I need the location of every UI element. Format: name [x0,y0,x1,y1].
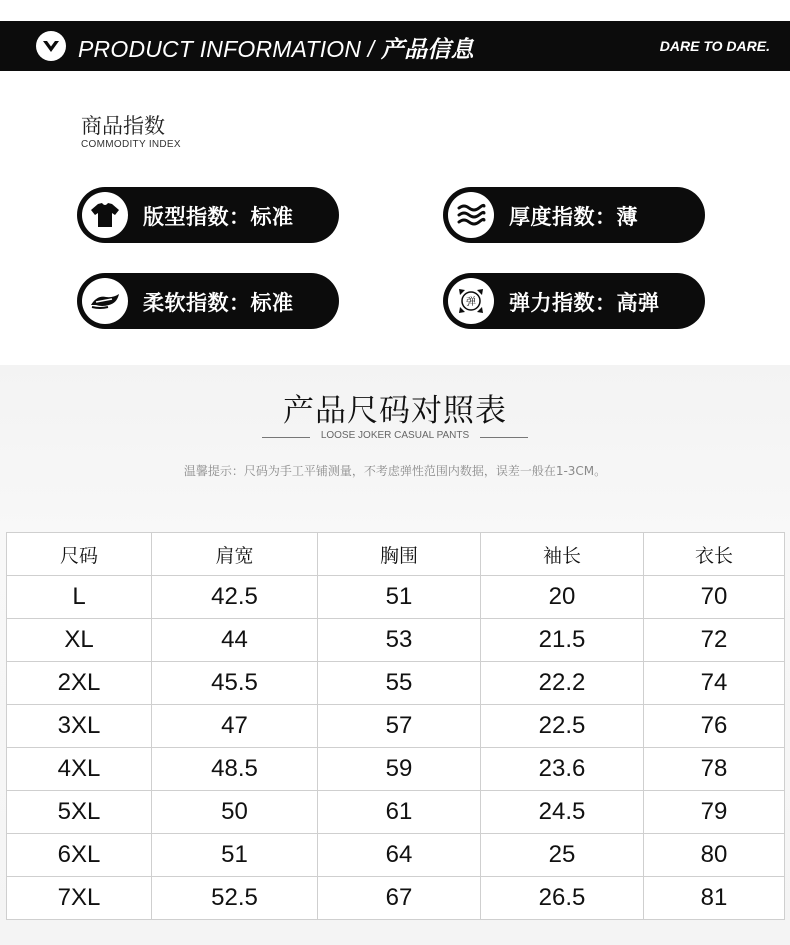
table-cell: 64 [318,834,481,877]
table-cell: 79 [644,791,785,834]
table-cell: 22.2 [481,662,644,705]
header-title [78,31,474,64]
table-cell: 61 [318,791,481,834]
table-cell: 42.5 [152,576,318,619]
table-cell: 24.5 [481,791,644,834]
index-item-elasticity [443,273,705,329]
table-cell: XL [7,619,152,662]
table-cell: 7XL [7,877,152,920]
table-row [7,662,785,705]
index-item-thickness [443,187,705,243]
table-cell: 22.5 [481,705,644,748]
index-item-label: 弹力指数：高弹 [509,291,660,315]
table-cell: 26.5 [481,877,644,920]
index-item-softness [77,273,339,329]
table-cell: 5XL [7,791,152,834]
size-table [6,532,785,920]
table-row [7,877,785,920]
table-cell: 81 [644,877,785,920]
table-row [7,705,785,748]
table-cell: 44 [152,619,318,662]
chevron-down-icon [36,31,66,61]
feather-icon [82,278,128,324]
table-cell: 55 [318,662,481,705]
table-cell: 48.5 [152,748,318,791]
index-item-fit [77,187,339,243]
table-cell: L [7,576,152,619]
index-item-label: 厚度指数：薄 [509,205,638,229]
table-cell: 59 [318,748,481,791]
table-row [7,619,785,662]
index-title: 商品指数 [81,114,165,138]
table-cell: 4XL [7,748,152,791]
size-chart-subtitle-text: LOOSE JOKER CASUAL PANTS [320,430,470,441]
table-cell: 2XL [7,662,152,705]
header-bar [0,21,790,71]
table-cell: 70 [644,576,785,619]
layers-wave-icon [448,192,494,238]
size-chart-subtitle [262,430,528,444]
measurement-tip: 温馨提示：尺码为手工平铺测量，不考虑弹性范围内数据，误差一般在1-3CM。 [183,464,607,478]
table-cell: 3XL [7,705,152,748]
table-cell: 20 [481,576,644,619]
column-header: 肩宽 [152,533,318,576]
index-item-label: 版型指数：标准 [143,205,294,229]
index-item-label: 柔软指数：标准 [143,291,294,315]
svg-text:弹: 弹 [466,297,476,308]
column-header: 袖长 [481,533,644,576]
table-cell: 76 [644,705,785,748]
table-cell: 57 [318,705,481,748]
table-cell: 50 [152,791,318,834]
size-chart-title: 产品尺码对照表 [283,393,507,429]
table-cell: 78 [644,748,785,791]
table-cell: 23.6 [481,748,644,791]
header-slogan: DARE TO DARE. [659,38,770,54]
table-cell: 47 [152,705,318,748]
table-cell: 6XL [7,834,152,877]
header-title-cn: 产品信息 [380,36,474,62]
table-cell: 53 [318,619,481,662]
table-cell: 74 [644,662,785,705]
table-row [7,834,785,877]
table-row [7,748,785,791]
table-cell: 67 [318,877,481,920]
column-header: 胸围 [318,533,481,576]
table-header-row [7,533,785,576]
column-header: 衣长 [644,533,785,576]
tshirt-icon [82,192,128,238]
table-cell: 21.5 [481,619,644,662]
header-title-en: PRODUCT INFORMATION / [78,36,381,62]
divider [480,437,528,438]
stretch-arrows-icon [448,278,494,324]
table-cell: 51 [318,576,481,619]
table-cell: 80 [644,834,785,877]
column-header: 尺码 [7,533,152,576]
table-cell: 72 [644,619,785,662]
index-subtitle: COMMODITY INDEX [81,139,181,150]
table-row [7,791,785,834]
table-cell: 52.5 [152,877,318,920]
table-cell: 51 [152,834,318,877]
table-row [7,576,785,619]
table-cell: 45.5 [152,662,318,705]
table-cell: 25 [481,834,644,877]
